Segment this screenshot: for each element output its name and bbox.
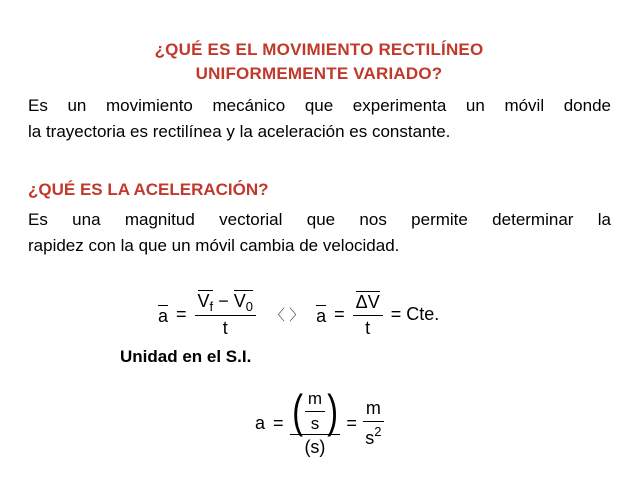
units-equals-2: = (346, 412, 357, 433)
acceleration-heading: ¿QUÉ ES LA ACELERACIÓN? (28, 180, 269, 199)
units-formula (255, 385, 384, 458)
minus-sign: − (218, 291, 229, 311)
m-over-s: $\frac{m}{s}$ (305, 389, 325, 434)
units-s-paren: (s) (304, 437, 326, 457)
title-line-2: UNIFORMEMENTE VARIADO? (195, 64, 443, 83)
acceleration-paragraph (28, 207, 611, 259)
delta-v-fraction (353, 291, 383, 339)
m-over-s-squared: $\frac{m}{s^2}$ (363, 398, 384, 449)
constant-label: = Cte. (390, 304, 440, 324)
definition-paragraph (28, 93, 611, 145)
time-denominator: t (222, 318, 228, 338)
acceleration-line-1: Es una magnitud vectorial que nos permite determinar la (28, 210, 611, 229)
vector-v0: $V_0$ (233, 291, 253, 314)
definition-line-2: la trayectoria es rectilínea y la aceleración es constante. (28, 122, 451, 141)
title-line-1: ¿QUÉ ES EL MOVIMIENTO RECTILÍNEO (154, 40, 484, 59)
or-symbol: 〈 〉 (269, 307, 305, 324)
equals-sign-2: = (334, 304, 345, 324)
units-a: a (255, 412, 266, 433)
vector-a: a (158, 305, 169, 326)
acceleration-line-2: rapidez con la que un móvil cambia de velocidad. (28, 236, 400, 255)
page-title (0, 38, 638, 86)
velocity-fraction (195, 290, 256, 339)
vector-a-2: a (316, 305, 327, 326)
definition-line-1: Es un movimiento mecánico que experimenta un móvil donde (28, 96, 611, 115)
exponent-2: 2 (374, 423, 382, 439)
time-denominator-2: t (365, 317, 371, 338)
equals-sign: = (176, 304, 187, 324)
acceleration-formula (158, 290, 439, 339)
units-fraction: ( $\frac{m}{s}$ ) (s) (290, 388, 341, 458)
vector-vf: $V_f$ (197, 291, 214, 314)
si-units-label: Unidad en el S.I. (120, 347, 252, 366)
vector-delta-v: ΔV (355, 291, 380, 312)
units-equals: = (273, 412, 284, 433)
